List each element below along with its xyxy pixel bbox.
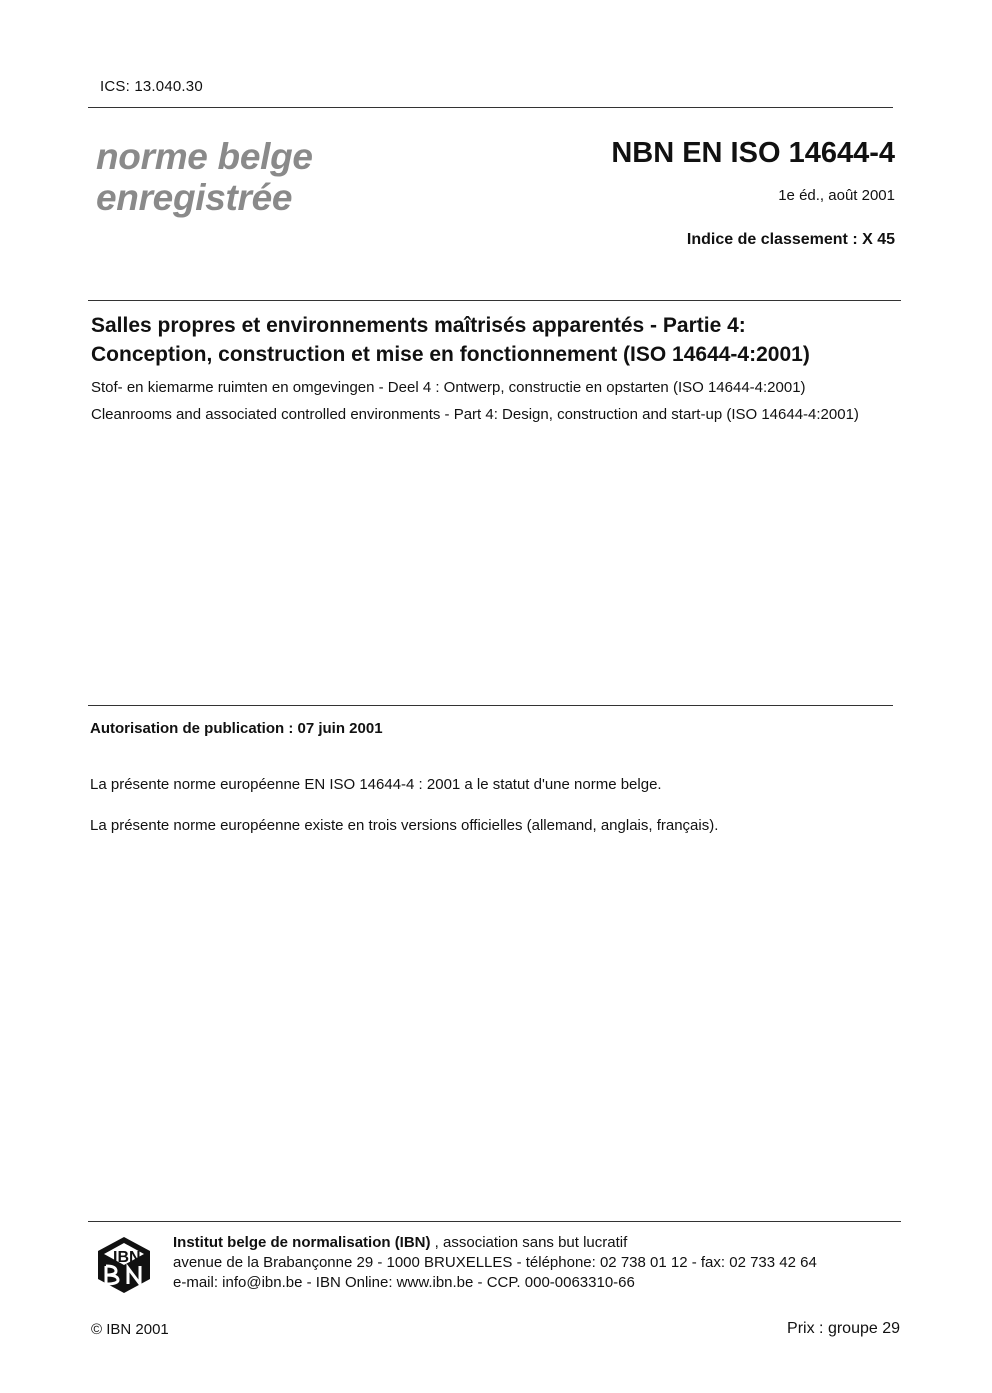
standard-number: NBN EN ISO 14644-4 [611, 137, 895, 169]
title-divider [88, 300, 901, 301]
copyright: © IBN 2001 [91, 1321, 169, 1338]
title-french-line-1: Salles propres et environnements maîtrisés apparentés - Partie 4: [91, 314, 746, 337]
versions-paragraph: La présente norme européenne existe en trois versions officielles (allemand, anglais, français). [90, 817, 719, 834]
document-category [96, 136, 313, 218]
footer-divider [88, 1221, 901, 1222]
title-french-line-2: Conception, construction et mise en fonctionnement (ISO 14644-4:2001) [91, 343, 810, 366]
title-english: Cleanrooms and associated controlled environments - Part 4: Design, construction and start-up (ISO 14644-4:2001) [91, 406, 859, 423]
price-group: Prix : groupe 29 [787, 1320, 900, 1337]
category-line-1: norme belge [96, 136, 313, 177]
ibn-logo-icon [96, 1236, 152, 1294]
institute-info [173, 1233, 903, 1293]
publication-authorization: Autorisation de publication : 07 juin 2001 [90, 720, 383, 737]
classification-index: Indice de classement : X 45 [686, 231, 895, 248]
institute-line-1 [173, 1233, 903, 1253]
body-divider [88, 705, 893, 706]
institute-name: Institut belge de normalisation (IBN) [173, 1234, 431, 1251]
title-french [91, 311, 901, 369]
logo-letter-i: IBN [113, 1249, 141, 1266]
institute-type: , association sans but lucratif [430, 1234, 628, 1251]
header-divider [88, 107, 893, 108]
institute-address: avenue de la Brabançonne 29 - 1000 BRUXELLES - téléphone: 02 738 01 12 - fax: 02 733 42 64 [173, 1254, 817, 1271]
institute-contact: e-mail: info@ibn.be - IBN Online: www.ibn.be - CCP. 000-0063310-66 [173, 1274, 635, 1291]
ics-code: ICS: 13.040.30 [100, 78, 203, 95]
edition-info: 1e éd., août 2001 [778, 187, 895, 204]
title-dutch: Stof- en kiemarme ruimten en omgevingen - Deel 4 : Ontwerp, constructie en opstarten (ISO 14644-4:2001) [91, 379, 806, 396]
status-paragraph: La présente norme européenne EN ISO 14644-4 : 2001 a le statut d'une norme belge. [90, 776, 662, 793]
category-line-2: enregistrée [96, 177, 293, 218]
